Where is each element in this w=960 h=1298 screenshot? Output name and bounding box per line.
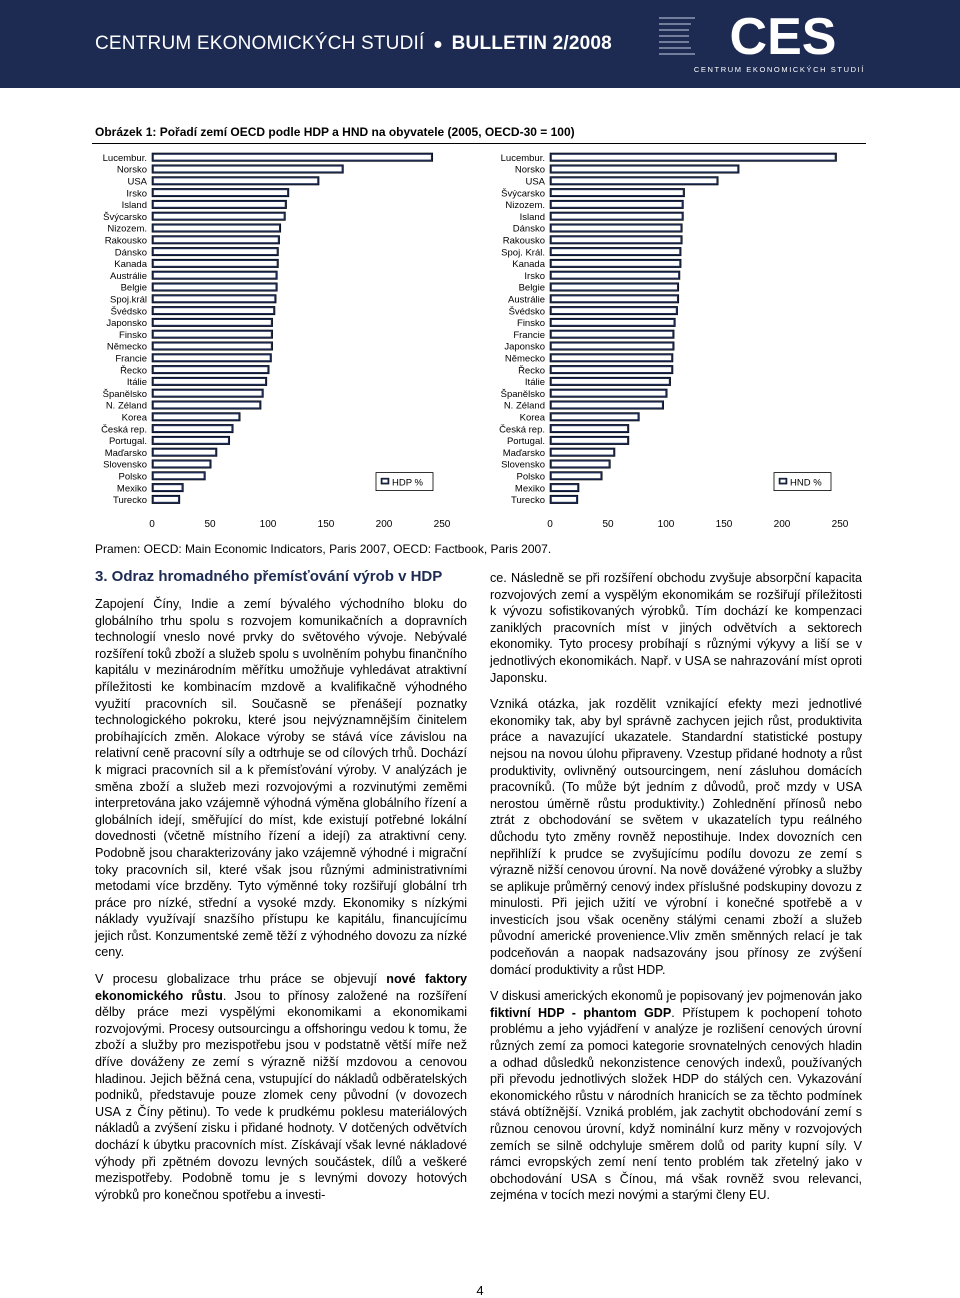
bar-fill <box>154 178 317 183</box>
x-tick-label: 150 <box>317 519 335 530</box>
category-label: Kanada <box>512 259 545 271</box>
category-label: USA <box>127 176 147 188</box>
category-label: Švédsko <box>508 306 545 318</box>
category-label: Polsko <box>118 471 147 483</box>
bar-fill <box>552 273 678 278</box>
category-label: Španělsko <box>102 388 147 400</box>
emphasis-text: nové faktory ekonomického růstu <box>95 972 467 1003</box>
category-label: Belgie <box>518 282 545 294</box>
bar-fill <box>552 355 671 360</box>
bar-fill <box>154 497 178 502</box>
hdp-chart <box>92 147 472 537</box>
bar-fill <box>552 320 674 325</box>
bar-fill <box>154 344 271 349</box>
category-label: Německo <box>106 341 147 353</box>
bar-fill <box>154 214 284 219</box>
bar-fill <box>552 473 601 478</box>
category-label: Švýcarsko <box>501 188 545 200</box>
bar-fill <box>154 296 275 301</box>
bar-fill <box>154 202 285 207</box>
bar-fill <box>552 450 613 455</box>
page-number: 4 <box>476 1283 484 1298</box>
bar-fill <box>154 167 342 172</box>
x-tick-label: 50 <box>602 519 614 530</box>
paragraph: V diskusi amerických ekonomů je popisovaný jev pojmenován jako fiktivní HDP - phantom GDP. Přístupem k pochopení tohoto problému a jeho vyjádření v analýze je rozlišení cenových úrovní různých zemí za pomoci kategorie srovnatelných cenových hladin a odhad důsledků nekonzistence cenových indexů, používaných při převodu jednotlivých složek HDP do stálých cen. Vykazování ekonomického růstu v národních hranicích se za těchto podmínek stává obtížnější. Vzniká problém, jak zachytit obchodování zemí s různou cenovou úrovní, když nominální kurz měny v rozvojových zemích se silně odchyluje směrem dolů od parity kupní síly. V rámci evropských zemí není tento problém tak zřetelný jako v obchodování USA s Čínou, má však rovněž svou relevanci, zejména v tocích mezi novými a starými členy EU. <box>490 989 862 1203</box>
category-label: Lucembur. <box>500 152 545 164</box>
category-label: Dánsko <box>512 223 545 235</box>
bar-fill <box>552 261 679 266</box>
separator-dot-icon: ● <box>428 36 448 53</box>
x-tick-label: 250 <box>831 519 849 530</box>
category-label: Slovensko <box>103 459 147 471</box>
logo-subtitle: CENTRUM EKONOMICKÝCH STUDIÍ <box>693 65 865 74</box>
bar-fill <box>154 261 277 266</box>
category-label: Austrálie <box>110 270 147 282</box>
x-tick-label: 0 <box>149 519 155 530</box>
bar-fill <box>154 355 270 360</box>
category-label: Polsko <box>516 471 545 483</box>
category-label: Finsko <box>119 329 147 341</box>
bar-fill <box>154 249 277 254</box>
title-main: CENTRUM EKONOMICKÝCH STUDIÍ <box>95 33 425 54</box>
bar-fill <box>154 273 276 278</box>
category-label: N. Zéland <box>105 400 147 412</box>
bar-fill <box>552 367 671 372</box>
category-label: Japonsko <box>504 341 545 353</box>
bar-fill <box>552 497 576 502</box>
category-label: Finsko <box>517 318 545 330</box>
category-label: Nizozem. <box>107 223 147 235</box>
figure-source: Pramen: OECD: Main Economic Indicators, Paris 2007, OECD: Factbook, Paris 2007. <box>95 542 552 556</box>
category-label: Irsko <box>524 270 545 282</box>
category-label: Mexiko <box>514 483 545 495</box>
bar-fill <box>154 285 276 290</box>
category-label: Irsko <box>126 188 147 200</box>
bar-fill <box>552 438 627 443</box>
category-label: Rakousko <box>104 235 147 247</box>
category-label: Korea <box>519 412 545 424</box>
header-banner <box>0 0 960 88</box>
category-label: Portugal. <box>108 436 147 448</box>
bar-fill <box>154 226 279 231</box>
category-label: Austrálie <box>508 294 545 306</box>
bar-fill <box>154 473 204 478</box>
bar-fill <box>552 178 717 183</box>
bar-fill <box>552 462 609 467</box>
category-label: Maďarsko <box>502 447 545 459</box>
bar-fill <box>154 391 262 396</box>
category-label: Německo <box>504 353 545 365</box>
bar-fill <box>552 190 683 195</box>
title-bulletin: BULLETIN 2/2008 <box>451 33 612 54</box>
category-label: Dánsko <box>114 247 147 259</box>
category-label: Lucembur. <box>102 152 147 164</box>
paragraph: ce. Následně se při rozšíření obchodu zvyšuje absorpční kapacita rozvojových zemí a vyspělým ekonomikám se rozšiřují příležitosti k vývozu sofistikovaných výrobků. Tím dochází ke kompenzaci zaniklých pracovních míst v jiných odvětvích a sektorech ekonomiky. Tyto procesy probíhají s různými výkyvy a liší se v jednotlivých ekonomikách. Např. v USA se nahrazování míst oproti Japonsku. <box>490 571 862 685</box>
x-tick-label: 100 <box>657 519 675 530</box>
category-label: USA <box>525 176 545 188</box>
category-label: Slovensko <box>501 459 545 471</box>
bar-fill <box>552 391 666 396</box>
category-label: Japonsko <box>106 318 147 330</box>
bar-fill <box>552 167 737 172</box>
category-label: N. Zéland <box>503 400 545 412</box>
category-label: Belgie <box>120 282 147 294</box>
category-label: Česká rep. <box>499 424 545 436</box>
bar-fill <box>552 379 669 384</box>
category-label: Kanada <box>114 259 147 271</box>
bar-fill <box>154 485 182 490</box>
category-label: Norsko <box>116 164 147 176</box>
category-label: Island <box>121 200 147 212</box>
bar-fill <box>552 237 681 242</box>
x-tick-label: 100 <box>259 519 277 530</box>
legend-swatch-fill <box>383 480 388 483</box>
bar-fill <box>154 190 287 195</box>
legend-swatch-fill <box>781 480 786 483</box>
bar-fill <box>154 426 232 431</box>
bar-fill <box>154 367 268 372</box>
bar-fill <box>154 403 259 408</box>
bar-fill <box>552 202 682 207</box>
ces-logo <box>655 8 870 80</box>
bar-fill <box>552 414 638 419</box>
category-label: Řecko <box>518 365 545 377</box>
category-label: Turecko <box>511 495 545 507</box>
bar-fill <box>552 285 677 290</box>
bar-fill <box>154 438 228 443</box>
category-label: Česká rep. <box>101 424 147 436</box>
figure-caption: Obrázek 1: Pořadí zemí OECD podle HDP a HND na obyvatele (2005, OECD-30 = 100) <box>95 125 575 139</box>
paragraph: Zapojení Číny, Indie a zemí bývalého východního bloku do globálního trhu spolu s rozvojem komunikačních a dopravních technologií vneslo nové prvky do světového vývoje. Nebývalé rozšíření toků zboží a služeb spolu s uvolněním pohybu finančního kapitálu v mezinárodním měřítku umožňuje vyhledávat atraktivní příležitosti ke kombinacím mzdově a kvalifikačně výhodného využití pracovních sil. Současně se přenášejí poznatky technologického pokroku, které jsou nejvýznamnějším činitelem probíhajících změn. Alokace výroby se stává více závislou na relativní ceně pracovní síly a odtrhuje se od cílových trhů. Dochází k migraci pracovních sil a k přemísťování výroby. V analýzách je směna zboží a služeb mezi rozvojovými a rozvinutými zeměmi interpretována jako vzájemně výhodná výměna globálního řízení a globálních idejí, směřující do míst, kde existují potřebné lokální dovednosti (včetně místního řízení a idejí) za atraktivní ceny. Podobně jsou charakterizovány jako vzájemně výhodné i migrační toky pracovních sil, které však jsou různými administrativními metodami více brzděny. Tyto výměnné toky rozšiřují globální trh práce pro nízké, střední a vysoké mzdy. Ekonomiky s nízkými náklady využívají snazšího přístupu ke kapitálu, financujícímu jejich růst. Konzumentské země těží z výhodného dovozu za nízké ceny. <box>95 597 467 960</box>
hnd-chart <box>490 147 870 537</box>
emphasis-text: fiktivní HDP - phantom GDP <box>490 1005 672 1020</box>
category-label: Rakousko <box>502 235 545 247</box>
category-label: Francie <box>115 353 147 365</box>
bar-fill <box>154 320 271 325</box>
category-label: Španělsko <box>500 388 545 400</box>
x-tick-label: 50 <box>204 519 216 530</box>
category-label: Švédsko <box>110 306 147 318</box>
x-tick-label: 200 <box>375 519 393 530</box>
bar-fill <box>552 426 627 431</box>
bar-fill <box>154 237 278 242</box>
legend-label: HND % <box>790 477 822 489</box>
category-label: Norsko <box>514 164 545 176</box>
category-label: Itálie <box>524 377 545 389</box>
category-label: Řecko <box>120 365 147 377</box>
bar-fill <box>154 308 273 313</box>
paragraph: Vzniká otázka, jak rozdělit vznikající efekty mezi jednotlivé ekonomiky tak, aby byl správně zachycen jejich růst, produktivita práce a navazující ukazatele. Standardní statistické postupy nejsou na novou úlohu připraveny. Vzestup přidané hodnoty a růst produktivity, ovlivněný outsourcingem, není zásluhou domácích pracovníků. (To může být jedním z důvodů, proč mzdy v USA nerostou úměrně růstu produktivity.) Zohlednění přínosů nebo ztrát z obchodování se světem v ukazatelích typu reálného důchodu tyto změny rovněž nepostihuje. Index dovozních cen nepřihlíží k prudce se zvyšujícímu podílu dovozu ze zemí s výrazně nižší cenovou úrovní. Na nově dovážené výrobky a služby se aplikuje průměrný cenový index příslušné podskupiny dovozu z minulosti. Při jejich užití ve výrobní i konečné spotřebě a v investicích jsou však oceněny stálými cenami zboží a služeb původní americké provenience.Vliv změn směnných relací je tak podceňován a naopak nadsazovány jsou přínosy ze zvýšení domácí produktivity a růst HDP. <box>490 697 862 977</box>
bar-fill <box>552 308 676 313</box>
bar-fill <box>552 403 662 408</box>
category-label: Maďarsko <box>104 447 147 459</box>
category-label: Island <box>519 211 545 223</box>
article-column-left <box>95 568 467 1213</box>
x-tick-label: 150 <box>715 519 733 530</box>
paragraph: V procesu globalizace trhu práce se objevují nové faktory ekonomického růstu. Jsou to přínosy založené na rozšíření dělby práce mezi vyspělými ekonomikami a ekonomikami rozvojovými. Procesy outsourcingu a offshoringu vedou k tomu, že zboží a služby pro mezispotřebu jsou v podstatně větší míře než dříve dováženy ze zemí s výrazně nižší mzdovou a cenovou hladinou. Jejich běžná cena, vstupující do nákladů odběratelských podniků, představuje pouze zlomek ceny původní (v dovozech USA z Číny pětinu). To vede k prudkému poklesu materiálových nákladů a zvýšení zisku i přidané hodnoty. V dotčených odvětvích dochází k úbytku pracovních míst. Získávají však levné nákladové výhody při zpětném dovozu levných součástek, dílů a veškeré mezispotřeby. Podobně tomu je s levnými dovozy hotových výrobků pro konečnou spotřebu a investi- <box>95 972 467 1202</box>
section-title: 3. Odraz hromadného přemísťování výrob v HDP <box>95 568 443 585</box>
category-label: Portugal. <box>506 436 545 448</box>
category-label: Spoj. Král. <box>501 247 545 259</box>
bar-fill <box>154 155 431 160</box>
bar-fill <box>154 414 239 419</box>
article-column-right <box>490 570 862 1214</box>
legend-label: HDP % <box>392 477 423 489</box>
category-label: Korea <box>121 412 147 424</box>
bar-fill <box>552 226 681 231</box>
category-label: Francie <box>513 329 545 341</box>
x-tick-label: 200 <box>773 519 791 530</box>
bar-fill <box>552 214 682 219</box>
category-label: Nizozem. <box>505 200 545 212</box>
bulletin-title <box>95 33 612 55</box>
category-label: Itálie <box>126 377 147 389</box>
caption-divider <box>92 143 866 144</box>
category-label: Spoj.král <box>110 294 147 306</box>
bar-fill <box>154 462 210 467</box>
x-tick-label: 250 <box>433 519 451 530</box>
bar-fill <box>154 379 265 384</box>
bar-fill <box>154 332 271 337</box>
bar-fill <box>552 332 673 337</box>
category-label: Turecko <box>113 495 147 507</box>
category-label: Mexiko <box>116 483 147 495</box>
x-tick-label: 0 <box>547 519 553 530</box>
bar-fill <box>552 155 835 160</box>
bar-fill <box>552 249 679 254</box>
bar-fill <box>154 450 215 455</box>
bar-fill <box>552 296 677 301</box>
logo-text: CES <box>729 8 837 66</box>
category-label: Švýcarsko <box>103 211 147 223</box>
bar-fill <box>552 485 577 490</box>
bar-fill <box>552 344 673 349</box>
